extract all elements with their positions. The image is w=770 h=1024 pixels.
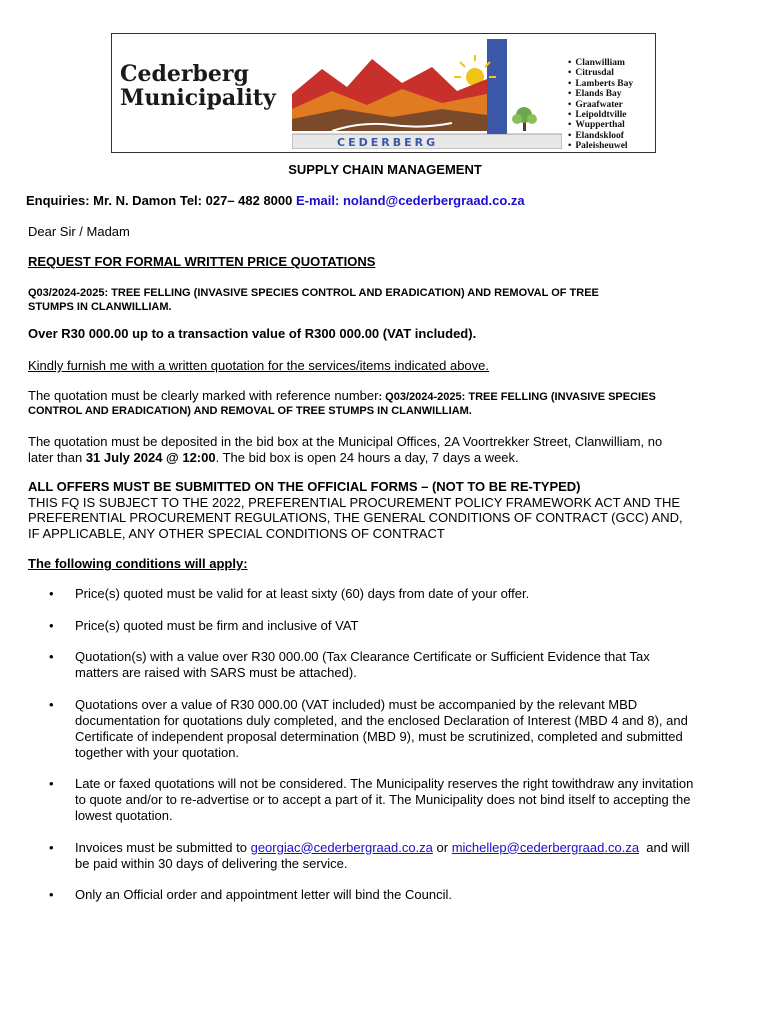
reference-block <box>28 286 758 314</box>
deposit-paragraph <box>28 434 758 465</box>
town-item: • Paleisheuwel <box>568 141 633 151</box>
town-item: • Graafwater <box>568 100 633 110</box>
offers-heading: ALL OFFERS MUST BE SUBMITTED ON THE OFFICIAL FORMS – (NOT TO BE RE-TYPED) <box>28 479 581 494</box>
town-item: • Elandskloof <box>568 131 633 141</box>
town-list <box>568 58 633 152</box>
offers-line-1: THIS FQ IS SUBJECT TO THE 2022, PREFERENTIAL PROCUREMENT POLICY FRAMEWORK ACT AND THE <box>28 494 681 510</box>
condition-item <box>28 776 758 824</box>
deposit-deadline: 31 July 2024 @ 12:00 <box>85 449 216 465</box>
condition-text: Quotation(s) with a value over R30 000.00 (Tax Clearance Certificate or Sufficient Evidence that Tax <box>75 649 650 664</box>
town-item: • Lamberts Bay <box>568 79 633 89</box>
bullet-icon: • <box>49 696 54 712</box>
conditions-list <box>28 586 758 919</box>
enquiries-email[interactable]: E-mail: noland@cederbergraad.co.za <box>295 193 525 208</box>
bullet-icon: • <box>49 617 54 633</box>
condition-text: Price(s) quoted must be firm and inclusive of VAT <box>75 617 359 633</box>
condition-text: or <box>432 839 452 855</box>
enquiries-line <box>26 193 756 209</box>
condition-text: together with your quotation. <box>75 744 240 760</box>
condition-item <box>28 697 758 761</box>
condition-text: and will <box>639 839 690 855</box>
bullet-icon: • <box>49 839 54 855</box>
offers-paragraph <box>28 479 758 541</box>
condition-text: Invoices must be submitted to <box>75 839 251 855</box>
town-item: • Clanwilliam <box>568 58 633 68</box>
offers-line-3: IF APPLICABLE, ANY OTHER SPECIAL CONDITIONS OF CONTRACT <box>28 525 445 541</box>
municipality-logo-text <box>120 62 276 110</box>
letterhead <box>111 33 656 153</box>
condition-text: matters are raised with SARS must be attached). <box>75 665 357 680</box>
condition-text: be paid within 30 days of delivering the service. <box>75 855 348 871</box>
condition-text: to quote and/or to re-advertise or to accept a part of it. The Municipality does not bind itself to accepting the <box>75 792 691 807</box>
condition-text: Late or faxed quotations will not be considered. The Municipality reserves the right towithdraw any invitation <box>75 776 694 791</box>
conditions-heading: The following conditions will apply: <box>28 556 248 571</box>
town-item: • Wupperthal <box>568 120 633 130</box>
page-title: SUPPLY CHAIN MANAGEMENT <box>288 162 482 177</box>
deposit-line-2-pre: later than <box>28 449 86 465</box>
logo-line-1: Cederberg <box>120 61 249 87</box>
town-item: • Elands Bay <box>568 89 633 99</box>
town-item: • Citrusdal <box>568 68 633 78</box>
condition-item <box>28 840 758 872</box>
condition-item <box>28 649 758 681</box>
logo-banner-text: CEDERBERG <box>337 136 439 149</box>
marked-ref-part-2: CONTROL AND ERADICATION) AND REMOVAL OF TREE STUMPS IN CLANWILLIAM. <box>28 405 472 417</box>
deposit-line-1: The quotation must be deposited in the bid box at the Municipal Offices, 2A Voortrekker Street, Clanwilliam, no <box>28 434 663 449</box>
condition-item <box>28 586 758 602</box>
bullet-icon: • <box>49 776 54 791</box>
condition-text: documentation for quotations duly completed, and the enclosed Declaration of Interest (MBD 4 and 8), and <box>75 712 688 728</box>
condition-text: Certificate of independent proposal determination (MBD 9), must be scrutinized, completed and submitted <box>75 728 683 744</box>
condition-text: Quotations over a value of R30 000.00 (VAT included) must be accompanied by the relevant MBD <box>75 696 638 712</box>
enquiries-contact: Enquiries: Mr. N. Damon Tel: 027– 482 8000 <box>26 193 296 208</box>
landscape-logo-icon <box>292 39 562 149</box>
marked-reference-paragraph <box>28 388 758 418</box>
bullet-icon: • <box>49 649 54 664</box>
reference-line-2: STUMPS IN CLANWILLIAM. <box>28 301 172 313</box>
logo-line-2: Municipality <box>120 85 276 111</box>
condition-text: lowest quotation. <box>75 808 173 823</box>
deposit-line-2-post: . The bid box is open 24 hours a day, 7 days a week. <box>215 449 519 465</box>
furnish-line: Kindly furnish me with a written quotation for the services/items indicated above. <box>28 358 490 373</box>
subject-heading: REQUEST FOR FORMAL WRITTEN PRICE QUOTATIONS <box>28 254 376 269</box>
reference-line-1: Q03/2024-2025: TREE FELLING (INVASIVE SPECIES CONTROL AND ERADICATION) AND REMOVAL OF TREE <box>28 287 599 299</box>
invoice-email-link-1[interactable]: georgiac@cederbergraad.co.za <box>250 839 433 855</box>
condition-item <box>28 887 758 903</box>
bullet-icon: • <box>49 586 54 601</box>
marked-intro: The quotation must be clearly marked with reference number <box>28 388 379 403</box>
salutation: Dear Sir / Madam <box>28 224 130 239</box>
town-item: • Leipoldtville <box>568 110 633 120</box>
offers-line-2: PREFERENTIAL PROCUREMENT REGULATIONS, THE GENERAL CONDITIONS OF CONTRACT (GCC) AND, <box>28 510 683 525</box>
condition-item <box>28 618 758 634</box>
invoice-email-link-2[interactable]: michellep@cederbergraad.co.za <box>451 839 640 855</box>
bullet-icon: • <box>49 887 54 902</box>
transaction-value-line: Over R30 000.00 up to a transaction value of R300 000.00 (VAT included). <box>28 326 477 341</box>
marked-ref-part-1: : Q03/2024-2025: TREE FELLING (INVASIVE SPECIES <box>378 391 656 403</box>
condition-text: Only an Official order and appointment letter will bind the Council. <box>75 887 452 902</box>
condition-text: Price(s) quoted must be valid for at least sixty (60) days from date of your offer. <box>75 586 530 601</box>
